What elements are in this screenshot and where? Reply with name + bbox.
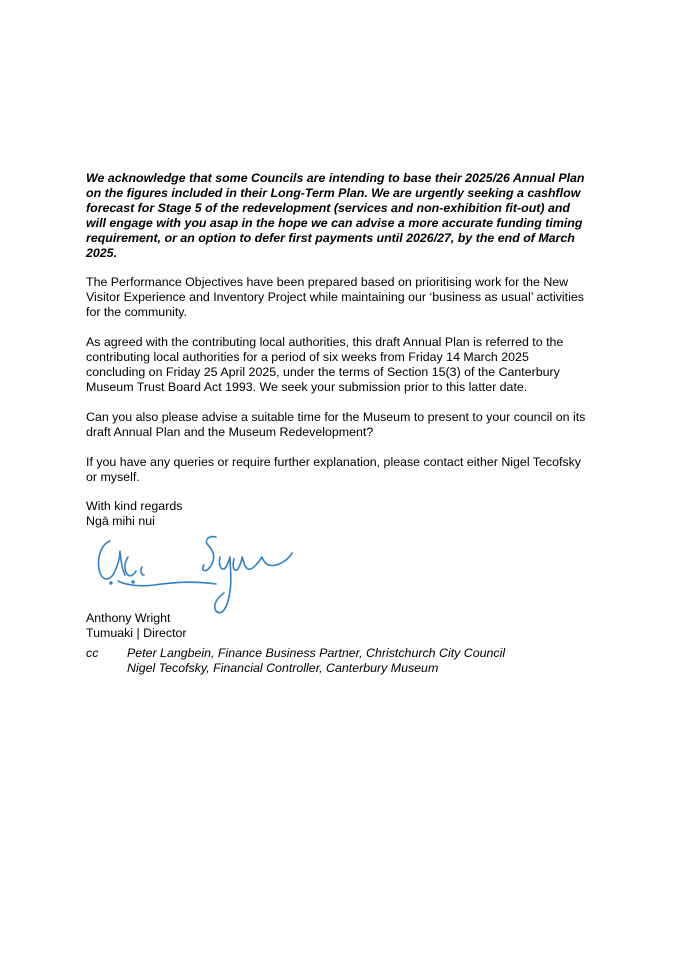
cc-label: cc <box>86 646 99 660</box>
signatory-name: Anthony Wright <box>86 611 171 626</box>
consultation-paragraph: As agreed with the contributing local authorities, this draft Annual Plan is referred to the contributing local authorities for a period of six weeks from Friday 14 March 2025 concluding on Friday 25 April 2025, under the terms of Section 15(3) of the Canterbury Museum Trust Board Act 1993. We seek your submission prior to this latter date. <box>86 335 564 394</box>
cc-recipient: Peter Langbein, Finance Business Partner, Christchurch City Council <box>127 646 506 660</box>
closing-maori: Ngā mihi nui <box>86 514 155 529</box>
closing-english: With kind regards <box>86 499 183 514</box>
queries-paragraph: If you have any queries or require further explanation, please contact either Nigel Tecofsky or myself. <box>86 454 581 484</box>
signatory-title: Tumuaki | Director <box>86 626 187 641</box>
letter-body <box>86 171 591 641</box>
signature-image <box>92 527 307 623</box>
cc-recipient: Nigel Tecofsky, Financial Controller, Canterbury Museum <box>127 660 439 675</box>
presentation-paragraph: Can you also please advise a suitable time for the Museum to present to your council on its draft Annual Plan and the Museum Redevelopment? <box>86 409 586 439</box>
emphasis-paragraph: We acknowledge that some Councils are intending to base their 2025/26 Annual Plan on the figures included in their Long-Term Plan. We are urgently seeking a cashflow forecast for Stage 5 of the redevelopment (services and non-exhibition fit-out) and will engage with you asap in the hope we can advise a more accurate funding timing requirement, or an option to defer first payments until 2026/27, by the end of March 2025. <box>86 171 585 260</box>
objectives-paragraph: The Performance Objectives have been prepared based on prioritising work for the New Visitor Experience and Inventory Project while maintaining our ‘business as usual’ activities for the community. <box>86 275 584 320</box>
cc-recipient-list <box>127 646 587 676</box>
closing-block <box>86 499 591 641</box>
